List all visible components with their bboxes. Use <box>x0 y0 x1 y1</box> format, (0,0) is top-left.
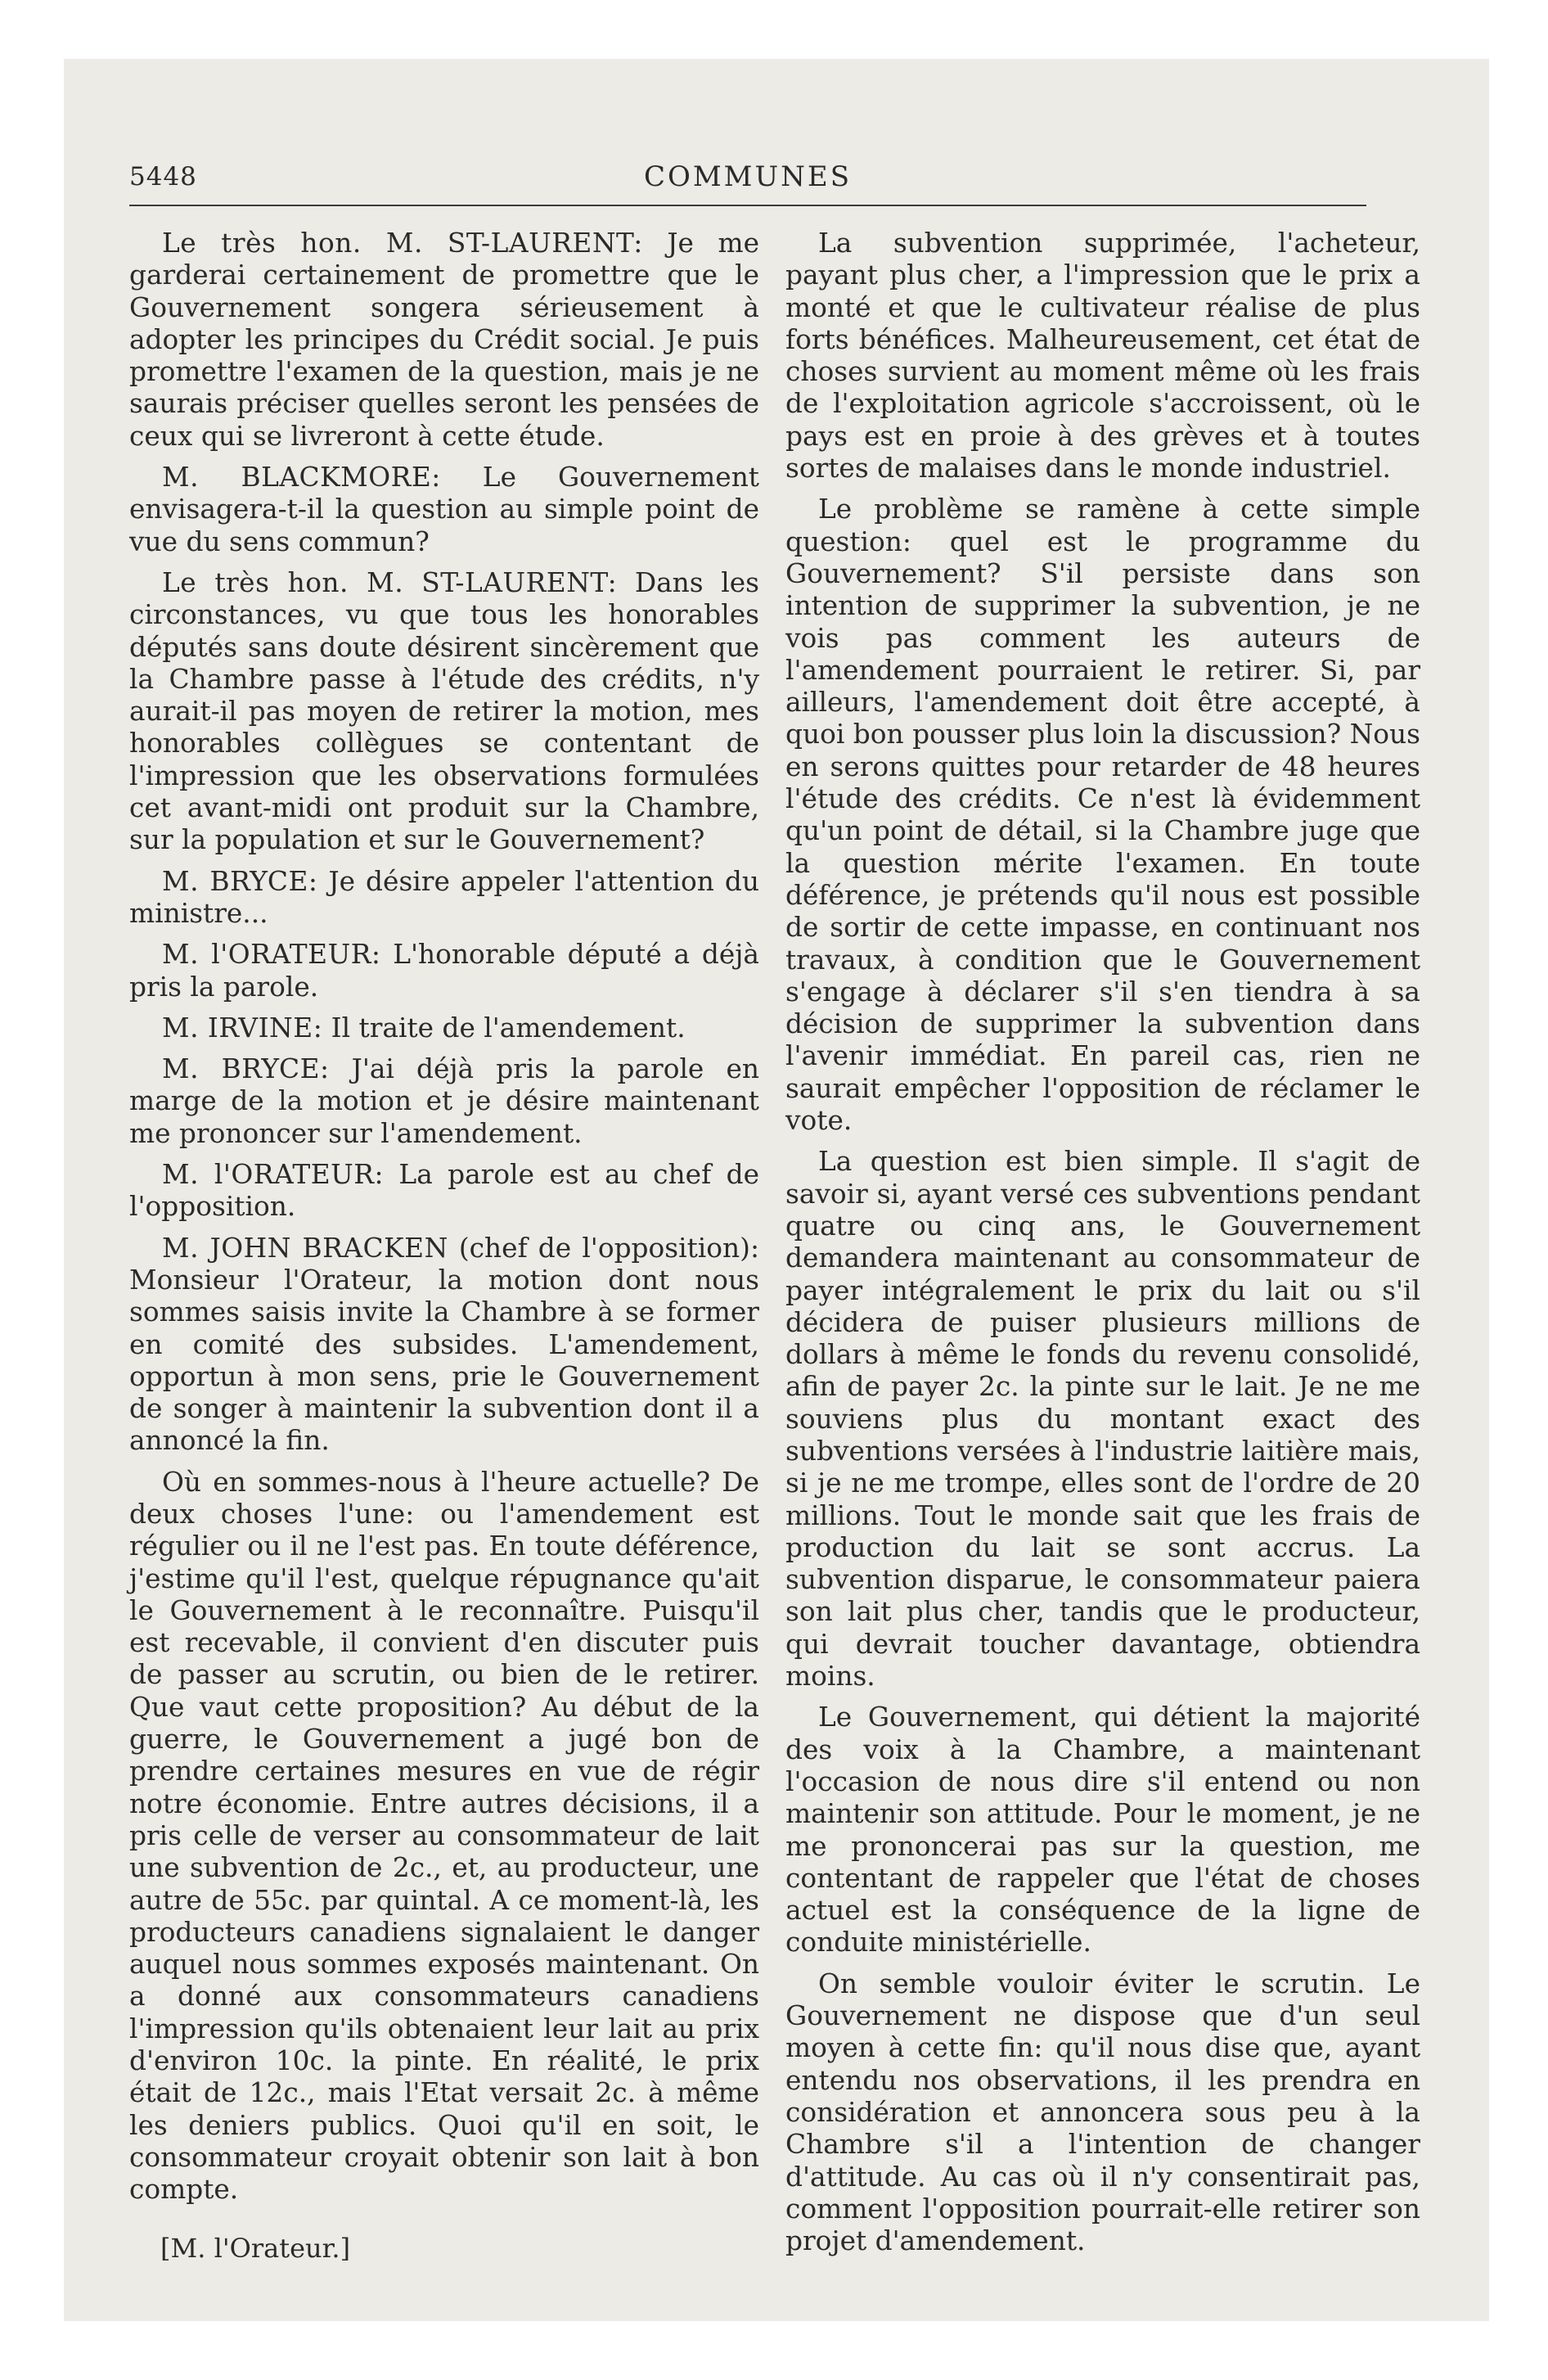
page-header <box>129 156 1366 206</box>
paragraph <box>129 567 759 857</box>
paragraph: La question est bien simple. Il s'agit de savoir si, ayant versé ces subventions pendant quatre ou cinq ans, le Gouvernement demandera maintenant au consommateur de payer intégralement le prix du lait ou s'il décidera de puiser plusieurs millions de dollars à même le fonds du revenu consolidé, afin de payer 2c. la pinte sur le lait. Je ne me souviens plus du montant exact des subventions versées à l'industrie laitière mais, si je ne me trompe, elles sont de l'ordre de 20 millions. Tout le monde sait que les frais de production du lait se sont accrus. La subvention disparue, le consommateur paiera son lait plus cher, tandis que le producteur, qui devrait toucher davantage, obtiendra moins. <box>785 1146 1420 1693</box>
paragraph-text: Dans les circonstances, vu que tous les honorables députés sans doute désirent sincèrement que la Chambre passe à l'étude des crédits, n'y aurait-il pas moyen de retirer la motion, mes honorables collègues se contentant de l'impression que les observations formulées cet avant-midi ont produit sur la Chambre, sur la population et sur le Gouvernement? <box>129 566 759 856</box>
paragraph <box>129 1053 759 1150</box>
right-column <box>785 228 1420 2266</box>
paragraph-text: La parole est au chef de l'opposition. <box>129 1159 759 1223</box>
paragraph <box>129 1233 759 1458</box>
paragraph-text: Je désire appeler l'attention du ministre... <box>129 865 759 929</box>
paragraph: Le Gouvernement, qui détient la majorité des voix à la Chambre, a maintenant l'occasion de nous dire s'il entend ou non maintenir son attitude. Pour le moment, je ne me prononcerai pas sur la question, me contentant de rappeler que l'état de choses actuel est la conséquence de la ligne de conduite ministérielle. <box>785 1702 1420 1959</box>
speaker-name: Le très hon. M. ST-LAURENT: <box>162 566 618 598</box>
speaker-footer-note: [M. l'Orateur.] <box>160 2233 351 2264</box>
paragraph-text: Où en sommes-nous à l'heure actuelle? De deux choses l'une: ou l'amendement est régulier ou il ne l'est pas. En toute déférence, j'estime qu'il l'est, quelque répugnance qu'ait le Gouvernement à le reconnaître. Puisqu'il est recevable, il convient d'en discuter puis de passer au scrutin, ou bien de le retirer. Que vaut cette proposition? Au début de la guerre, le Gouvernement a jugé bon de prendre certaines mesures en vue de régir notre économie. Entre autres décisions, il a pris celle de verser au consommateur de lait une subvention de 2c., et, au producteur, une autre de 55c. par quintal. A ce moment-là, les producteurs canadiens signalaient le danger auquel nous sommes exposés maintenant. On a donné aux consommateurs canadiens l'impression qu'ils obtenaient leur lait au prix d'environ 10c. la pinte. En réalité, le prix était de 12c., mais l'Etat versait 2c. à même les deniers publics. Quoi qu'il en soit, le consommateur croyait obtenir son lait à bon compte. <box>129 1466 759 2206</box>
speaker-name: M. BLACKMORE: <box>162 462 441 494</box>
paragraph-text: J'ai déjà pris la parole en marge de la motion et je désire maintenant me prononcer sur l'amendement. <box>129 1053 759 1149</box>
paragraph <box>129 1467 759 2206</box>
speaker-name: M. IRVINE: <box>162 1012 323 1044</box>
paragraph <box>129 1159 759 1224</box>
speaker-name: Le très hon. M. ST-LAURENT: <box>162 228 643 259</box>
speaker-name: M. l'ORATEUR: <box>162 1159 385 1191</box>
speaker-name: M. BRYCE: <box>162 1053 330 1085</box>
paragraph-text: L'honorable député a déjà pris la parole. <box>129 939 759 1003</box>
paragraph <box>129 939 759 1003</box>
paragraph <box>129 866 759 931</box>
paragraph: On semble vouloir éviter le scrutin. Le Gouvernement ne dispose que d'un seul moyen à cette fin: qu'il nous dise que, ayant entendu nos observations, il les prendra en considération et annoncera sous peu à la Chambre s'il a l'intention de changer d'attitude. Au cas où il n'y consentirait pas, comment l'opposition pourrait-elle retirer son projet d'amendement. <box>785 1968 1420 2257</box>
speaker-name: M. JOHN BRACKEN <box>162 1232 448 1264</box>
paragraph-text: Il traite de l'amendement. <box>322 1012 686 1044</box>
paragraph <box>129 1012 759 1044</box>
paragraph-text: Le Gouvernement envisagera-t-il la question au simple point de vue du sens commun? <box>129 462 759 557</box>
left-column <box>129 228 759 2215</box>
speaker-name: M. BRYCE: <box>162 865 318 897</box>
page-number: 5448 <box>129 162 197 192</box>
speaker-name: M. l'ORATEUR: <box>162 939 381 971</box>
paragraph <box>129 462 759 558</box>
paragraph: Le problème se ramène à cette simple question: quel est le programme du Gouvernement? S'il persiste dans son intention de supprimer la subvention, je ne vois pas comment les auteurs de l'amendement pourraient le retirer. Si, par ailleurs, l'amendement doit être accepté, à quoi bon pousser plus loin la discussion? Nous en serons quittes pour retarder de 48 heures l'étude des crédits. Ce n'est là évidemment qu'un point de détail, si la Chambre juge que la question mérite l'examen. En toute déférence, je prétends qu'il nous est possible de sortir de cette impasse, en continuant nos travaux, à condition que le Gouvernement s'engage à déclarer s'il s'en tiendra à sa décision de supprimer la subvention dans l'avenir immédiat. En pareil cas, rien ne saurait empêcher l'opposition de réclamer le vote. <box>785 494 1420 1137</box>
running-title: COMMUNES <box>643 160 853 193</box>
paragraph-text: (chef de l'opposition): Monsieur l'Orateur, la motion dont nous sommes saisis invite la Chambre à se former en comité des subsides. L'amendement, opportun à mon sens, prie le Gouvernement de songer à maintenir la subvention dont il a annoncé la fin. <box>129 1232 759 1457</box>
paragraph: La subvention supprimée, l'acheteur, payant plus cher, a l'impression que le prix a monté et que le cultivateur réalise de plus forts bénéfices. Malheureusement, cet état de choses survient au moment même où les frais de l'exploitation agricole s'accroissent, où le pays est en proie à des grèves et à toutes sortes de malaises dans le monde industriel. <box>785 228 1420 485</box>
paragraph <box>129 228 759 453</box>
paragraph-text: Je me garderai certainement de promettre que le Gouvernement songera sérieusement à adopter les principes du Crédit social. Je puis promettre l'examen de la question, mais je ne saurais préciser quelles seront les pensées de ceux qui se livreront à cette étude. <box>129 228 759 452</box>
